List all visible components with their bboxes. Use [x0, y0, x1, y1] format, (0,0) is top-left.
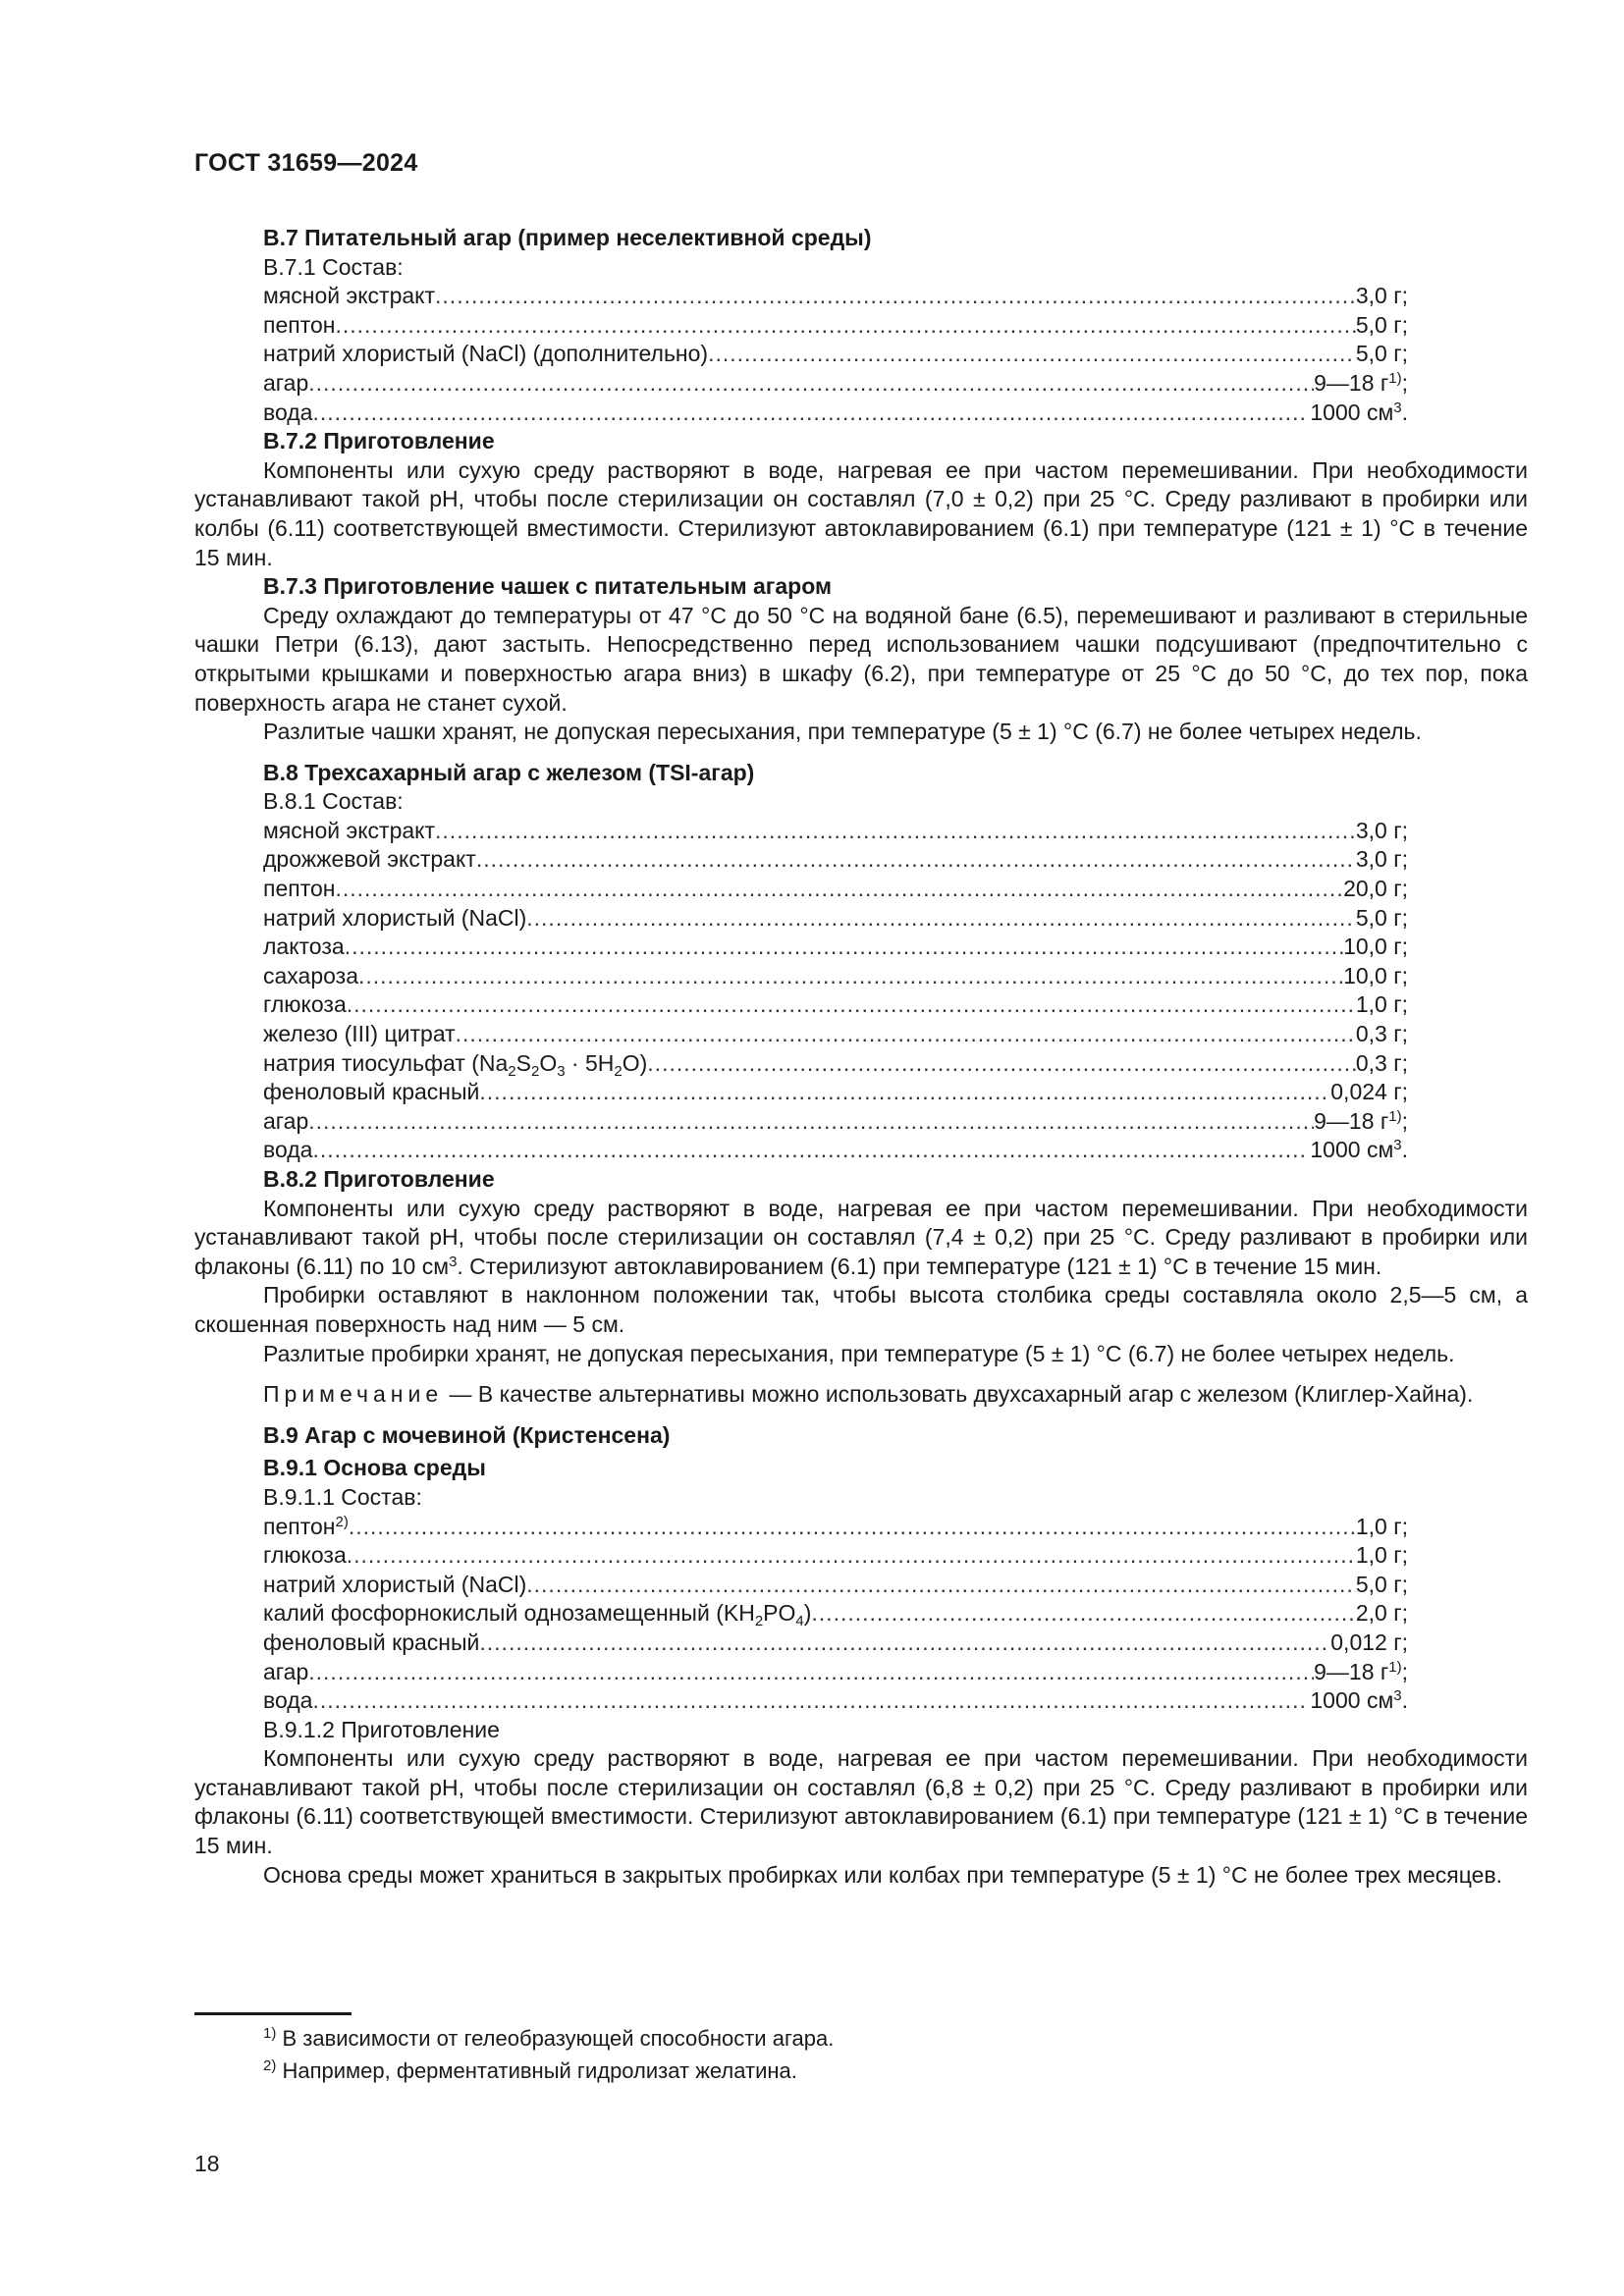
b7-composition-label: B.7.1 Состав: [263, 253, 404, 280]
ingredient-row: натрий хлористый (NaCl) (дополнительно) ..... 5,0 г; [194, 340, 1408, 369]
note-label: Примечание [263, 1381, 444, 1408]
ingredient-row: агар ..... 9—18 $г^{1)}$; [194, 1107, 1408, 1137]
b9-prep-text: Компоненты или сухую среду растворяют в воде, нагревая ее при частом перемешивании. При необходимости устанавливают такой pH, чтобы после стерилизации он составлял (6,8 ± 0,2) при 25 °С. Среду разливают в пробирки или флаконы (6.11) соответствующей вместимости. Стерилизуют автоклавированием (6.1) при температуре (121 ± 1) °С в течение 15 мин. [194, 1745, 1528, 1859]
document-header: ГОСТ 31659—2024 [194, 149, 418, 177]
ingredient-row: пептон$^{2)}$ ..... 1,0 г; [194, 1513, 1408, 1542]
ingredient-row: вода ..... 1000 $см^3$. [194, 1136, 1408, 1165]
b9-storage-text: Основа среды может храниться в закрытых пробирках или колбах при температуре (5 ± 1) °С не более трех месяцев. [263, 1861, 1503, 1888]
b8-note: Примечание — В качестве альтернативы можно использовать двухсахарный агар с железом (Клиглер-Хайна). [263, 1381, 1474, 1408]
ingredient-row: вода ..... 1000 $см^3$. [194, 1686, 1408, 1716]
ingredient-row: дрожжевой экстракт ..... 3,0 г; [194, 845, 1408, 875]
b7-storage-text: Разлитые чашки хранят, не допуская пересыхания, при температуре (5 ± 1) °С (6.7) не более четырех недель. [263, 719, 1422, 745]
ingredient-row: мясной экстракт ..... 3,0 г; [194, 282, 1408, 311]
ingredient-row: сахароза ..... 10,0 г; [194, 962, 1408, 991]
b7-plates-text: Среду охлаждают до температуры от 47 °С до 50 °С на водяной бане (6.5), перемешивают и разливают в стерильные чашки Петри (6.13), дают застыть. Непосредственно перед использованием чашки подсушивают (предпочтительно с открытыми крышками и поверхностью агара вниз) в шкафу (6.2), при температуре от 25 °С до 50 °С, до тех пор, пока поверхность агара не станет сухой. [194, 602, 1528, 716]
b7-prep-title: B.7.2 Приготовление [263, 428, 495, 454]
b9-prep-title: B.9.1.2 Приготовление [263, 1716, 500, 1742]
ingredient-row: натрий хлористый (NaCl) ..... 5,0 г; [194, 1571, 1408, 1600]
b7-prep-text: Компоненты или сухую среду растворяют в воде, нагревая ее при частом перемешивании. При необходимости устанавливают такой pH, чтобы после стерилизации он составлял (7,0 ± 0,2) при 25 °С. Среду разливают в пробирки или колбы (6.11) соответствующей вместимости. Стерилизуют автоклавированием (6.1) при температуре (121 ± 1) °С в течение 15 мин. [194, 456, 1528, 570]
section-b8-title: B.8 Трехсахарный агар с железом (TSI-агар) [263, 759, 755, 785]
b8-prep-text: Компоненты или сухую среду растворяют в воде, нагревая ее при частом перемешивании. При необходимости устанавливают такой pH, чтобы после стерилизации он составлял (7,4 ± 0,2) при 25 °С. Среду разливают в пробирки или флаконы (6.11) по 10 $см^3$. Стерилизуют автоклавированием (6.1) при температуре (121 ± 1) °С в течение 15 мин. [194, 1195, 1528, 1279]
ingredient-row: натрия тиосульфат $(Na_2S_2O_3 \cdot 5H_2O)$ ..... 0,3 г; [194, 1049, 1408, 1079]
ingredient-row: агар ..... 9—18 $г^{1)}$; [194, 369, 1408, 399]
footnote-separator [194, 2012, 352, 2015]
ingredient-row: лактоза ..... 10,0 г; [194, 933, 1408, 962]
b8-prep-title: B.8.2 Приготовление [263, 1166, 495, 1192]
ingredient-row: феноловый красный ..... 0,012 г; [194, 1629, 1408, 1658]
ingredient-row: железо (III) цитрат ..... 0,3 г; [194, 1020, 1408, 1049]
ingredient-row: глюкоза ..... 1,0 г; [194, 1541, 1408, 1571]
b8-slant-text: Пробирки оставляют в наклонном положении так, чтобы высота столбика среды составляла около 2,5—5 см, а скошенная поверхность над ним — 5 см. [194, 1282, 1528, 1337]
page-number: 18 [194, 2151, 220, 2176]
ingredient-row: пептон ..... 20,0 г; [194, 875, 1408, 904]
b8-composition-label: B.8.1 Состав: [263, 788, 404, 815]
document-body [194, 224, 1528, 1890]
footnote-2: $^{2)}$ Например, ферментативный гидролизат желатина. [263, 2057, 797, 2083]
b9-base-title: B.9.1 Основа среды [263, 1455, 486, 1481]
ingredient-row: вода ..... 1000 $см^3$. [194, 399, 1408, 428]
ingredient-row: пептон ..... 5,0 г; [194, 311, 1408, 341]
ingredient-row: агар ..... 9—18 $г^{1)}$; [194, 1658, 1408, 1687]
ingredient-row: феноловый красный ..... 0,024 г; [194, 1078, 1408, 1107]
ingredient-row: калий фосфорнокислый однозамещенный $(KH_2PO_4)$ ..... 2,0 г; [194, 1599, 1408, 1629]
b8-storage-text: Разлитые пробирки хранят, не допуская пересыхания, при температуре (5 ± 1) °С (6.7) не более четырех недель. [263, 1340, 1455, 1366]
footnote-1: $^{1)}$ В зависимости от гелеобразующей способности агара. [263, 2025, 835, 2051]
section-b9-title: B.9 Агар с мочевиной (Кристенсена) [263, 1421, 671, 1448]
b9-composition-label: B.9.1.1 Состав: [263, 1483, 422, 1510]
ingredient-row: натрий хлористый (NaCl) ..... 5,0 г; [194, 904, 1408, 934]
ingredient-row: глюкоза ..... 1,0 г; [194, 990, 1408, 1020]
b7-plates-title: B.7.3 Приготовление чашек с питательным агаром [263, 573, 832, 600]
section-b7-title: B.7 Питательный агар (пример неселективной среды) [263, 225, 872, 250]
ingredient-row: мясной экстракт ..... 3,0 г; [194, 817, 1408, 846]
